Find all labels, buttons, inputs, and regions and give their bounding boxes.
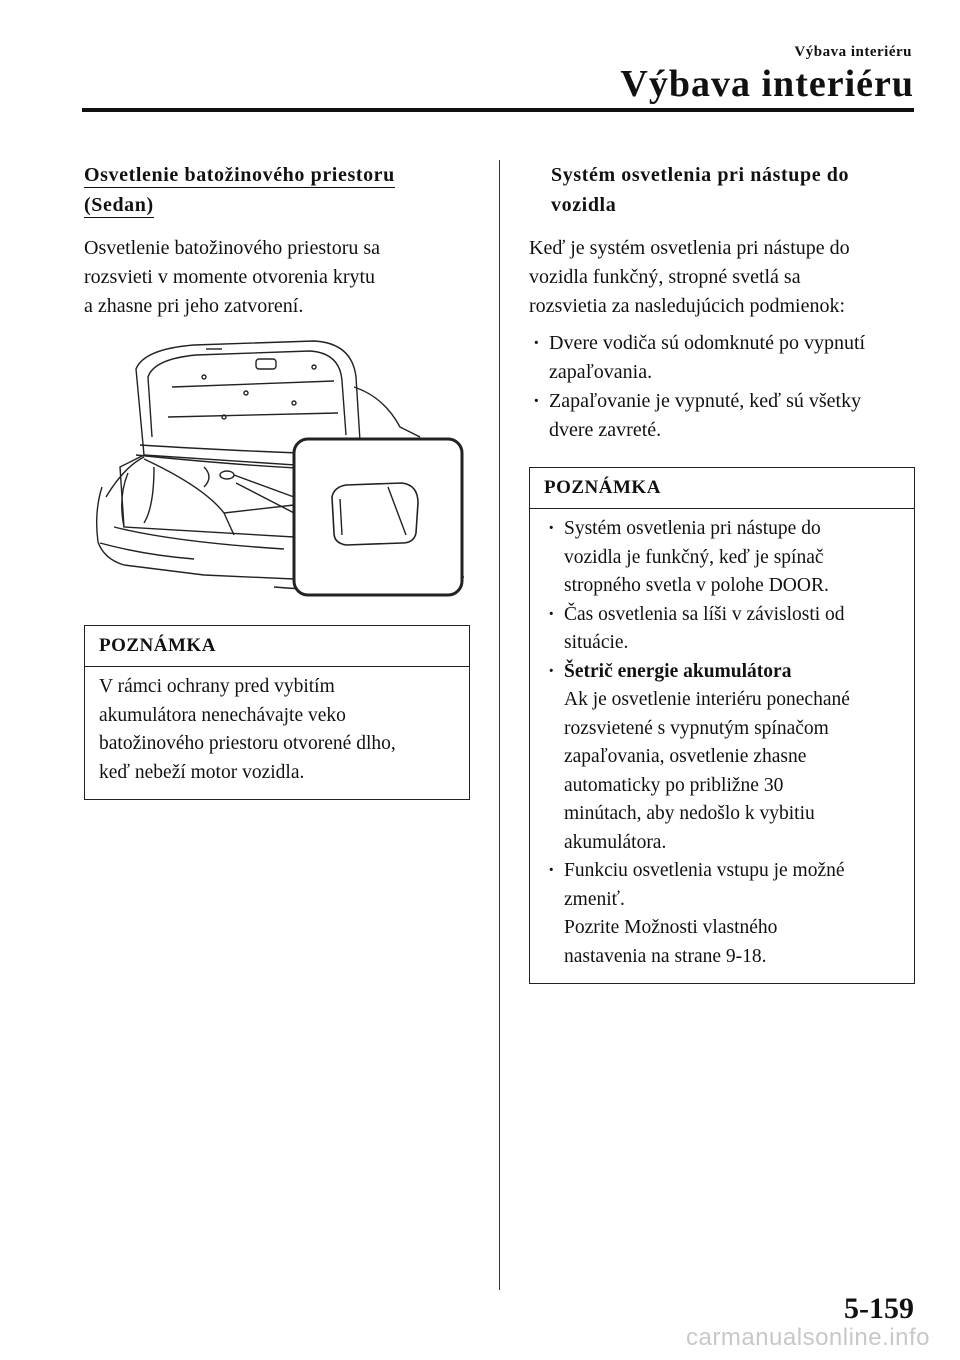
text-line: · Čas osvetlenia sa líši v závislosti od xyxy=(564,603,845,625)
text-line: rozsvietené s vypnutým spínačom xyxy=(564,717,829,739)
text-line: Ak je osvetlenie interiéru ponechané xyxy=(564,689,850,710)
text-line: V rámci ochrany pred vybitím xyxy=(99,676,335,697)
column-divider xyxy=(499,160,500,1290)
header-section-title: Výbava interiéru xyxy=(620,63,914,105)
text-line: a zhasne pri jeho zatvorení. xyxy=(84,295,304,317)
note-heading: POZNÁMKA xyxy=(85,626,469,667)
entry-light-title-line2: vozidla xyxy=(551,194,617,216)
text-line: batožinového priestoru otvorené dlho, xyxy=(99,733,396,754)
text-line: zmeniť. xyxy=(564,888,625,910)
text-line: dvere zavreté. xyxy=(549,419,662,441)
text-line: akumulátora nenechávajte veko xyxy=(99,704,346,726)
text-line: · Systém osvetlenia pri nástupe do xyxy=(564,518,821,539)
entry-light-title xyxy=(529,160,915,220)
text-line: vozidla funkčný, stropné svetlá sa xyxy=(529,266,801,288)
text-line: · Dvere vodiča sú odomknuté po vypnutí xyxy=(549,332,866,354)
text-line: · Zapaľovanie je vypnuté, keď sú všetky xyxy=(549,390,862,412)
header-section-small: Výbava interiéru xyxy=(794,44,912,60)
text-line: rozsvieti v momente otvorenia krytu xyxy=(84,266,376,288)
text-line: Osvetlenie batožinového priestoru sa xyxy=(84,237,381,259)
page-number: 5-159 xyxy=(844,1292,914,1325)
text-line: · Funkciu osvetlenia vstupu je možné xyxy=(564,860,845,881)
list-item xyxy=(544,857,900,971)
note-heading: POZNÁMKA xyxy=(530,468,914,509)
note-body xyxy=(530,509,914,983)
list-item xyxy=(544,515,900,601)
text-line: nastavenia na strane 9-18. xyxy=(564,945,767,967)
text-line: zapaľovania, osvetlenie zhasne xyxy=(564,746,807,767)
list-item xyxy=(529,329,915,387)
text-line: Pozrite Možnosti vlastného xyxy=(564,917,778,938)
list-item xyxy=(544,601,900,658)
text-line: Keď je systém osvetlenia pri nástupe do xyxy=(529,237,850,259)
trunk-light-description xyxy=(84,234,470,321)
text-line: minútach, aby nedošlo k vybitiu xyxy=(564,803,815,824)
text-line: keď nebeží motor vozidla. xyxy=(99,761,305,783)
trunk-illustration xyxy=(84,337,470,599)
battery-saver-title: · Šetrič energie akumulátora xyxy=(564,660,792,682)
trunk-light-title-line2: (Sedan) xyxy=(84,194,154,216)
trunk-note-box xyxy=(84,625,470,800)
right-column xyxy=(529,160,915,984)
trunk-light-title-line1: Osvetlenie batožinového priestoru xyxy=(84,164,395,186)
note-list xyxy=(544,515,900,971)
note-body xyxy=(85,667,469,799)
entry-light-intro xyxy=(529,234,915,321)
text-line: situácie. xyxy=(564,632,629,653)
text-line: akumulátora. xyxy=(564,831,667,853)
text-line: zapaľovania. xyxy=(549,361,653,383)
text-line: stropného svetla v polohe DOOR. xyxy=(564,575,829,596)
text-line: automaticky po približne 30 xyxy=(564,774,784,796)
condition-list xyxy=(529,329,915,445)
watermark: carmanualsonline.info xyxy=(686,1324,930,1351)
left-column xyxy=(84,160,470,800)
list-item xyxy=(529,387,915,445)
entry-note-box xyxy=(529,467,915,984)
entry-light-title-line1: Systém osvetlenia pri nástupe do xyxy=(551,164,850,186)
list-item xyxy=(544,658,900,858)
header-rule xyxy=(82,108,914,112)
trunk-light-title xyxy=(84,160,470,220)
text-line: rozsvietia za nasledujúcich podmienok: xyxy=(529,295,846,317)
text-line: vozidla je funkčný, keď je spínač xyxy=(564,546,824,568)
